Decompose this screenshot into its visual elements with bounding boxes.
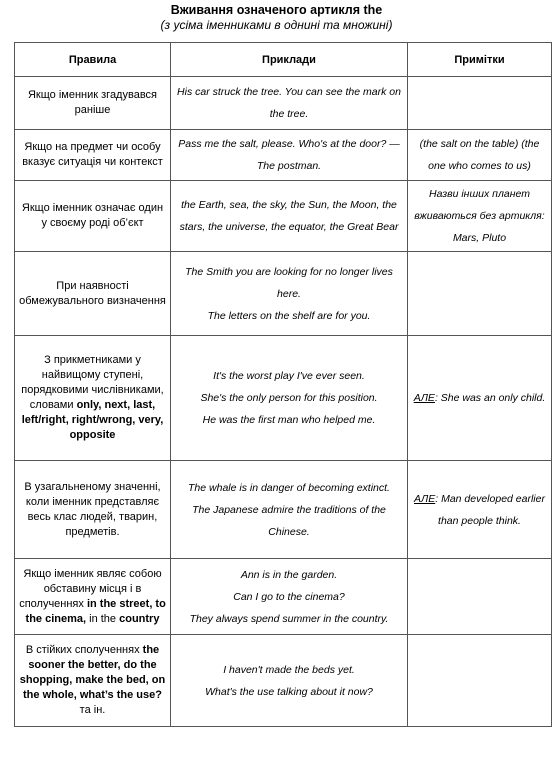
rule-cell xyxy=(15,635,171,727)
example-line: What's the use talking about it now? xyxy=(205,685,373,698)
note-cell: Назви інших планет вживаються без артикля: Mars, Pluto xyxy=(408,181,552,252)
example-line: The Japanese admire the traditions of the Chinese. xyxy=(192,503,386,538)
example-line: His car struck the tree. You can see the mark on the tree. xyxy=(177,86,401,120)
table-row xyxy=(15,336,552,461)
examples-cell xyxy=(171,181,408,252)
table-row xyxy=(15,77,552,130)
examples-cell xyxy=(171,635,408,727)
rule-keywords: only, next, last, left/right, right/wrong, very, opposite xyxy=(21,399,164,441)
rule-keywords: in the street, to the cinema, xyxy=(25,597,166,625)
note-cell xyxy=(408,77,552,130)
note-text: : Man developed earlier than people think. xyxy=(435,492,545,527)
rule-cell: Якщо іменник означає один у своєму роді об’єкт xyxy=(15,181,171,252)
table-row xyxy=(15,130,552,181)
example-line: It's the worst play I've ever seen. xyxy=(213,370,365,382)
page-title: Вживання означеного артикля the xyxy=(170,3,383,17)
header-row xyxy=(15,43,552,77)
note-cell xyxy=(408,252,552,336)
examples-cell xyxy=(171,130,408,181)
rule-cell: Якщо на предмет чи особу вказує ситуація чи контекст xyxy=(15,130,171,181)
note-cell xyxy=(408,559,552,635)
rule-keywords: country xyxy=(119,612,160,625)
header-rules: Правила xyxy=(15,43,171,77)
rule-text: Якщо іменник являє собою обставину місця і в сполученнях xyxy=(19,567,162,610)
header-notes: Примітки xyxy=(408,43,552,77)
note-label: АЛЕ xyxy=(414,492,436,505)
examples-cell xyxy=(171,336,408,461)
table-row xyxy=(15,181,552,252)
table-row xyxy=(15,559,552,635)
note-cell xyxy=(408,336,552,461)
rule-cell: При наявності обмежувального визначення xyxy=(15,252,171,336)
rule-text: in the xyxy=(89,612,117,625)
rule-cell xyxy=(15,559,171,635)
example-line: They always spend summer in the country. xyxy=(189,612,389,625)
rule-keywords: the sooner the better, do the shopping, make the bed, on the whole, what’s the use? xyxy=(19,644,166,701)
example-line: Ann is in the garden. xyxy=(240,568,338,581)
header-examples: Приклади xyxy=(171,43,408,77)
example-line: The Smith you are looking for no longer lives here. xyxy=(185,265,393,300)
examples-cell xyxy=(171,559,408,635)
example-line: She's the only person for this position. xyxy=(200,392,378,404)
note-cell xyxy=(408,461,552,559)
note-text: : She was an only child. xyxy=(434,392,546,404)
table-row xyxy=(15,252,552,336)
examples-cell xyxy=(171,252,408,336)
example-line: The whale is in danger of becoming extinct. xyxy=(188,481,390,494)
example-line: The letters on the shelf are for you. xyxy=(207,309,371,322)
examples-cell xyxy=(171,461,408,559)
table-row xyxy=(15,635,552,727)
rule-cell: В узагальненому значенні, коли іменник представляє весь клас людей, тварин, предметів. xyxy=(15,461,171,559)
rule-cell xyxy=(15,336,171,461)
examples-cell xyxy=(171,77,408,130)
note-cell xyxy=(408,635,552,727)
note-cell: (the salt on the table) (the one who comes to us) xyxy=(408,130,552,181)
page-subtitle: (з усіма іменниками в однині та множині) xyxy=(160,18,393,32)
example-line: I haven't made the beds yet. xyxy=(223,663,355,676)
rule-text: З прикметниками у найвищому ступені, порядковими числівниками, словами xyxy=(21,354,164,411)
article-usage-table xyxy=(14,42,552,727)
table-row xyxy=(15,461,552,559)
example-line: Pass me the salt, please. Who's at the door? — The postman. xyxy=(178,138,400,172)
rule-cell: Якщо іменник згадувався раніше xyxy=(15,77,171,130)
example-line: Can I go to the cinema? xyxy=(233,590,345,603)
note-label: АЛЕ xyxy=(413,392,435,404)
example-line: He was the first man who helped me. xyxy=(202,414,376,426)
rule-text: В стійких сполученнях xyxy=(25,644,140,656)
example-line: the Earth, sea, the sky, the Sun, the Moon, the stars, the universe, the equator, the Great Bear xyxy=(179,199,399,233)
rule-text: та ін. xyxy=(79,704,106,716)
